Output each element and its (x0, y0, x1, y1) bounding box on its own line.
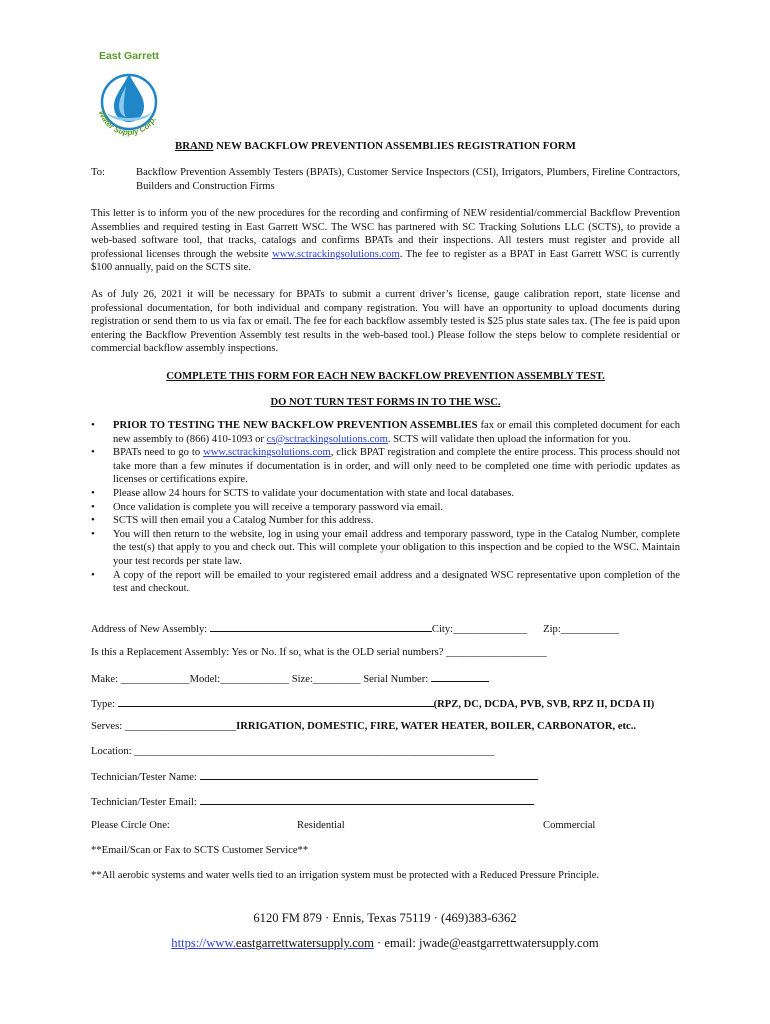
list-item: • A copy of the report will be emailed to your registered email address and a designated WSC representative upon completion of the test and checkout. (91, 569, 680, 596)
list-item: • SCTS will then email you a Catalog Number for this address. (91, 514, 680, 528)
make-input-line[interactable]: _____________ (120, 674, 190, 685)
to-label: To: (91, 167, 105, 178)
residential-option[interactable]: Residential (297, 820, 345, 831)
type-options: (RPZ, DC, DCDA, PVB, SVB, RPZ II, DCDA II) (433, 699, 655, 710)
list-item: • Once validation is complete you will receive a temporary password via email. (91, 501, 680, 515)
size-label: Size: (289, 674, 313, 685)
tech-email-input-line[interactable] (200, 794, 534, 805)
instruction-list (91, 419, 680, 596)
circle-label: Please Circle One: (91, 820, 170, 831)
intro-text-1: This letter is to inform you of the new procedures for the recording and confirming of NEW residential/commercial Backflow Prevention Assemblies and required testing in East Garrett WSC. The WSC has partnered with SC Tracking Solutions LLC (SCTS), to provide a web-based software tool, that tracks, catalogs and confirms BPATs and their inspections. All testers must register and provide all professional licenses through the website (91, 208, 680, 260)
complete-form-heading: COMPLETE THIS FORM FOR EACH NEW BACKFLOW PREVENTION ASSEMBLY TEST. (166, 371, 605, 382)
requirements-paragraph: As of July 26, 2021 it will be necessary for BPATs to submit a current driver’s license, gauge calibration report, state license and professional documentation, for both individual and company registration. You will have an opportunity to upload documents during registration or send them to us via fax or email. The fee for each backflow assembly tested is $25 plus state sales tax. (The fee is paid upon entering the Backflow Prevention Assembly test results in the web-based tool.) Please follow the steps below to complete residential or commercial backflow assembly inspections. (91, 289, 680, 355)
serial-input-line[interactable] (431, 671, 489, 682)
tech-email-row (91, 794, 534, 810)
bullet1-bold: PRIOR TO TESTING THE NEW BACKFLOW PREVENTION ASSEMBLIES (113, 420, 478, 431)
city-input-line[interactable]: ______________ (453, 624, 528, 635)
location-row (91, 745, 494, 759)
to-recipients: Backflow Prevention Assembly Testers (BPATs), Customer Service Inspectors (CSI), Irrigators, Plumbers, Fireline Contractors, Builders and Construction Firms (136, 167, 680, 192)
bullet1-text-b: . SCTS will validate then upload the information for you. (387, 433, 631, 445)
size-input-line[interactable]: _________ (312, 674, 361, 685)
website-link[interactable] (171, 936, 374, 950)
list-item (91, 446, 680, 487)
list-item (91, 419, 680, 446)
bullet1-text-a: fax or email this completed document for each new assembly to (866) 410-1093 or (113, 420, 681, 445)
type-label: Type: (91, 699, 118, 710)
bullet2-text-a: BPATs need to go to (113, 447, 204, 459)
tech-email-label: Technician/Tester Email: (91, 797, 200, 808)
serves-row (91, 720, 636, 734)
make-label: Make: (91, 674, 121, 685)
type-input-line[interactable] (118, 696, 434, 707)
footer-contact (0, 935, 770, 951)
website-domain: eastgarrettwatersupply.com (235, 936, 374, 950)
intro-text-2: . The fee to register as a BPAT in East Garrett WSC is currently $100 annually, paid on the SCTS site. (91, 248, 680, 274)
bullet2-text-b: , click BPAT registration and complete the entire process. This process should not take more than a few minutes if documentation is in order, and will only need to be completed one time with periodic updates as licenses or certifications expire. (113, 447, 680, 486)
aerobic-note: **All aerobic systems and water wells tied to an irrigation system must be protected with a Reduced Pressure Principle. (91, 870, 600, 881)
model-label: Model: (189, 674, 221, 685)
location-label: Location: (91, 746, 135, 757)
list-item: • Please allow 24 hours for SCTS to validate your documentation with state and local databases. (91, 487, 680, 501)
do-not-turn-in-heading: DO NOT TURN TEST FORMS IN TO THE WSC. (270, 397, 501, 408)
form-title (175, 140, 576, 154)
serves-label: Serves: (91, 721, 125, 732)
zip-label: Zip: (543, 624, 561, 635)
model-input-line[interactable]: _____________ (220, 674, 290, 685)
cs-email-link[interactable]: cs@sctrackingsolutions.com (266, 433, 388, 445)
footer-address: 6120 FM 879 · Ennis, Texas 75119 · (469)383-6362 (253, 911, 517, 925)
tech-name-input-line[interactable] (200, 769, 538, 780)
address-input-line[interactable] (210, 621, 432, 632)
company-logo (84, 50, 174, 142)
tech-name-row (91, 769, 538, 785)
serves-options: IRRIGATION, DOMESTIC, FIRE, WATER HEATER, BOILER, CARBONATOR, etc.. (236, 721, 637, 732)
address-label: Address of New Assembly: (91, 624, 208, 635)
make-model-row (91, 671, 489, 687)
tech-name-label: Technician/Tester Name: (91, 772, 200, 783)
serves-input-line[interactable]: _____________________ (124, 721, 237, 732)
logo-title: East Garrett (98, 50, 160, 62)
sctracking-link-2[interactable]: www.sctrackingsolutions.com (203, 447, 331, 459)
title-rest: NEW BACKFLOW PREVENTION ASSEMBLIES REGISTRATION FORM (213, 140, 576, 152)
water-drop-logo-icon (84, 60, 174, 144)
title-brand: BRAND (175, 140, 214, 152)
serial-label: Serial Number: (360, 674, 431, 685)
list-item: • You will then return to the website, log in using your email address and temporary password, type in the Catalog Number, complete the test(s) that apply to you and check out. This will complete your obligation to this inspection and be copied to the WSC. Maintain your test records per state law. (91, 528, 680, 569)
footer-email: · email: jwade@eastgarrettwatersupply.com (373, 936, 599, 950)
zip-input-line[interactable]: ___________ (560, 624, 620, 635)
replacement-question: Is this a Replacement Assembly: Yes or No. If so, what is the OLD serial numbers? ___________________ (91, 647, 547, 658)
type-row (91, 696, 654, 712)
address-row (91, 621, 619, 637)
commercial-option[interactable]: Commercial (543, 820, 596, 831)
location-input-line[interactable]: ____________________________________________________________________ (134, 746, 495, 757)
email-note: **Email/Scan or Fax to SCTS Customer Service** (91, 845, 309, 856)
sctracking-link[interactable]: www.sctrackingsolutions.com (272, 248, 400, 260)
logo-arc-text: Water Supply Corp. (96, 109, 159, 138)
website-prefix: https://www. (171, 936, 236, 950)
intro-paragraph (91, 207, 680, 275)
city-label: City: (431, 624, 454, 635)
